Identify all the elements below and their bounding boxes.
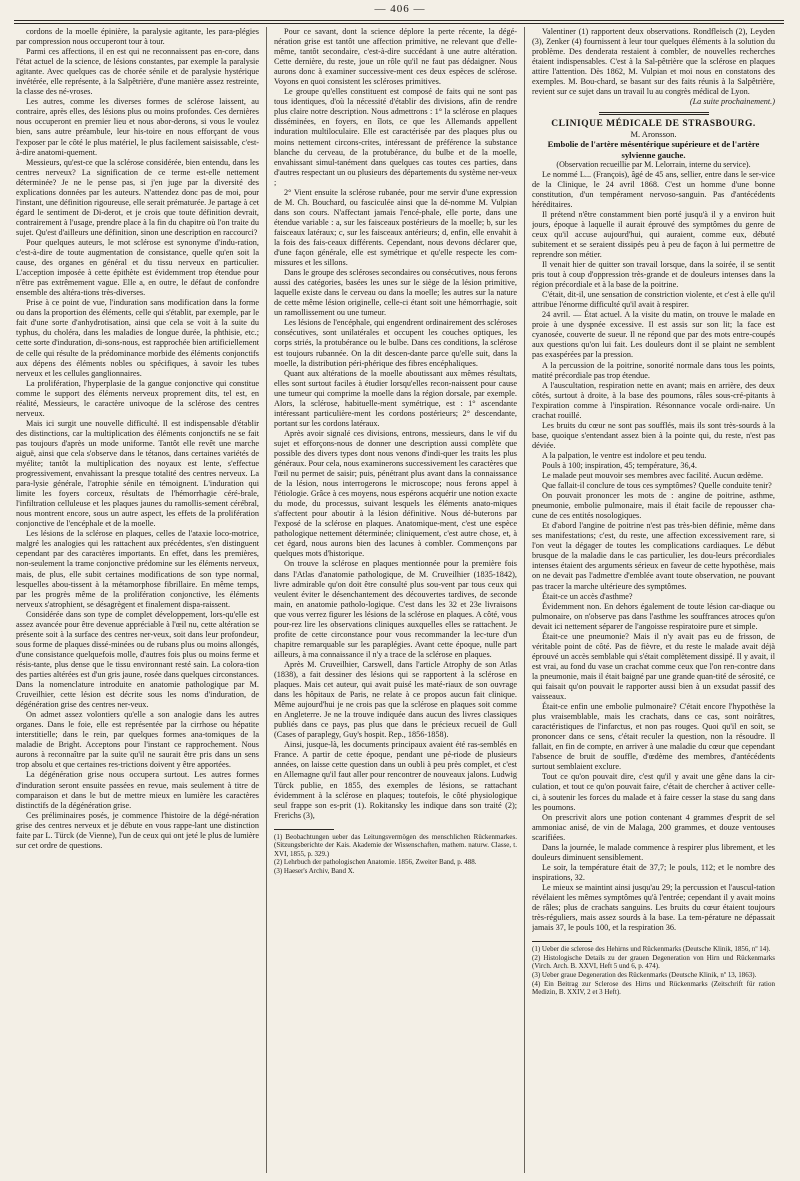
- paragraph: Les lésions de la sclérose en plaques, celles de l'ataxie loco-motrice, malgré les analogies qui les rattachent aux précédentes, s'en distinguent cependant par des caractères importants. En effet, dans les premières, non-seulement la trame conjonctive prédomine sur les éléments nerveux, mais, de plus, elle subit certaines modifications de son type normal, lesquelles abou-tissent à la métamorphose fibrillaire. En même temps, par les progrès même de la prolifération conjonctive, les éléments nerveux s'atrophient, se désagrègent et finalement dispa-raissent.: [16, 529, 259, 609]
- paragraph: Évidemment non. En dehors également de toute lésion car-diaque ou pulmonaire, on n'observe pas dans l'asthme les souffrances atroces qu'on devait ici nettement séparer de l'angoisse respiratoire pure et simple.: [532, 601, 775, 631]
- column-right-footnotes: [532, 945, 775, 997]
- paragraph: Le soir, la température était de 37,7; le pouls, 112; et le nombre des inspirations, 32.: [532, 862, 775, 882]
- paragraph: Le malade peut mouvoir ses membres avec facilité. Aucun œdème.: [542, 471, 764, 481]
- paragraph: On admet assez volontiers qu'elle a son analogie dans les autres organes. Dans le foie, elle est représentée par la cirrhose ou hépatite interstitielle; dans le rein, par quelques formes ana-tomiques de la maladie de Bright. Acceptons pour l'instant ce rapprochement. Nous aurons à reconnaître par la suite qu'il ne saurait être pris dans un sens trop absolu et que certaines res-trictions doivent y être apportées.: [16, 710, 259, 770]
- paragraph: C'était, dit-il, une sensation de constriction violente, et c'est à elle qu'il attribue l'énorme difficulté qu'il avait à respirer.: [532, 290, 775, 310]
- footnote: (3) Haeser's Archiv, Band X.: [274, 867, 355, 876]
- paragraph: Le groupe qu'elles constituent est composé de faits qui ne sont pas tous identiques, d'où la nécessité d'établir des divisions, afin de rendre plus claire notre description. Nous admettrons : 1° la sclérose en plaques disséminées, en foyers, en îlots, ce que les Allemands appellent induration multiloculaire. Elle est caractérisée par des plaques plus ou moins nettement circons-crites, intéressant de préférence la substance blanche du cerveau, de la protubérance, du bulbe et de la moelle, envahissant simul-tanément dans quelques cas toutes ces parties, dans d'autres respectant un ou plusieurs des départements du système ner-veux ;: [274, 87, 517, 187]
- paragraph: A l'auscultation, respiration nette en avant; mais en arrière, des deux côtés, surtout à droite, à la base des poumons, râles sous-cré-pitants à l'expiration comme à l'inspiration. Résonnance vocale ordi-naire. Un crachat rouillé.: [532, 380, 775, 420]
- paragraph: Pouls à 100; inspiration, 45; température, 36,4.: [542, 460, 697, 470]
- column-middle-footnotes: [274, 833, 517, 876]
- paragraph: Les bruits du cœur ne sont pas soufflés, mais ils sont très-sourds à la base, quoique s'entendant assez bien à la pointe qui, du reste, n'est pas déviée.: [532, 420, 775, 450]
- section-separator: [599, 112, 709, 115]
- paragraph: Parmi ces affections, il en est qui ne reconnaissent pas en-core, dans l'état actuel de la science, de lésions constantes, par exemple la paralysie agitante. Avec quelques cas de chorée sénile et de paralysie hystérique invétérée, elle représente, à la Salpêtrière, d'une manière assez restreinte, la classe des né-vroses.: [16, 47, 259, 97]
- paragraph: Était-ce une pneumonie? Mais il n'y avait pas eu de frisson, de véritable point de côté. Pas de fièvre, et du reste le malade avait déjà éprouvé un accès semblable qui s'était complètement dissipé. Il y avait, il est vrai, au fond du vase un crachat comme ceux que l'on ren-contre dans la pneumonie, mais il était baigné par une grande quan-tité de sérosité, ce qui faisait qu'on pouvait le rapporter aussi bien à un exsudat passif des vaisseaux.: [532, 631, 775, 702]
- footnote: (1) Ueber die sclerose des Hehirns und Rückenmarks (Deutsche Klinik, 1856, nº 14).: [532, 945, 771, 954]
- footnote-rule: [532, 941, 592, 942]
- column-right-intro-text: [532, 27, 775, 97]
- paragraph: A la palpation, le ventre est indolore et peu tendu.: [542, 450, 707, 460]
- paragraph: Tout ce qu'on pouvait dire, c'est qu'il y avait une gêne dans la cir-culation, et tout ce qu'on pouvait faire, c'était de chercher à activer celle-ci, à soutenir les forces du malade et à faire cesser la stase du sang dans les poumons.: [532, 772, 775, 812]
- observation-note: (Observation recueillie par M. Lelorrain, interne du service).: [556, 159, 751, 169]
- paragraph: Quant aux altérations de la moelle aboutissant aux mêmes résultats, elles sont surtout faciles à étudier lorsqu'elles recon-naissent pour cause une tumeur qui comprime la moelle dans la région dorsale, par exemple. Alors, la sclérose, habituelle-ment symétrique, est : 1° ascendante intéressant particulière-ment les cordons postérieurs; 2° descendante, portant sur les cordons latéraux.: [274, 368, 517, 428]
- section-author: M. Aronsson.: [630, 129, 677, 140]
- paragraph: Les lésions de l'encéphale, qui engendrent ordinairement des scléroses consécutives, sont unilatérales et occupent les couches optiques, les corps striés, la protubérance ou le bulbe. Dans ces conditions, la sclérose est toujours rubannée. On la dit descen-dante parce qu'elle suit, dans la moelle, la distribution péri-phérique des fibres encéphaliques.: [274, 318, 517, 368]
- paragraph: Après M. Cruveilhier, Carswell, dans l'article Atrophy de son Atlas (1838), a fait dessiner des lésions qui se rapportent à la sclérose en plaques. Mais cet auteur, qui avait puisé les maté-riaux de son ouvrage dans les hôpitaux de Paris, ne relate à ce propos aucun fait clinique. Même aujourd'hui je ne crois pas que la sclérose en plaques soit comme en Angleterre. Je ne la trouve indiquée dans aucun des livres classiques publiés dans ce pays, pas plus que dans le précieux recueil de Gull (Cases of paraplegy, Guy's hospit. Rep., 1856-1858).: [274, 659, 517, 740]
- footnote: (3) Ueber graue Degeneration des Rückenmarks (Deutsche Klinik, nº 13, 1863).: [532, 970, 757, 979]
- paragraph: Était-ce enfin une embolie pulmonaire? C'était encore l'hypothèse la plus vraisemblable, mais les crachats, dans ce cas, sont noirâtres, caractéristiques de l'infarctus, et non pas rouges. Quoi qu'il en soit, se prononcer dans ce sens, c'était reculer la question, non la résoudre. Il fallait, en fin de compte, en arriver à une maladie du cœur que cependant l'absence de bruit de souffle, d'œdème des membres, d'antécédents surtout semblaient exclure.: [532, 702, 775, 772]
- continued-note: (La suite prochainement.): [689, 97, 775, 107]
- column-right-text: [532, 170, 775, 934]
- paragraph: Les autres, comme les diverses formes de sclérose laissent, au contraire, après elles, des lésions plus ou moins profondes. Ces dernières nous occuperont en premier lieu et nous abor-derons, si vous le voulez bien, sans autre préambule, leur his-toire en nous efforçant de vous l'exposer par le côté le plus matériel, le plus facilement saisissable, c'est-à-dire anatomi-quement.: [16, 97, 259, 157]
- header-rule: [14, 20, 784, 24]
- paragraph: Ainsi, jusque-là, les documents principaux avaient été ras-semblés en France. A partir de cette époque, pendant une pé-riode de plusieurs années, on laisse cette question dans un oubli à peu près complet, et c'est en Allemagne qu'il faut aller pour rencontrer de nouveaux jalons. Ludwig Türck publie, en 1855, des exemples de lésions, se rattachant évidemment à la sclérose en plaques; toutefois, le côté physiologique seul frappe son es-prit (1). Rokitansky les indique dans son traité (2); Frerichs (3),: [274, 740, 517, 820]
- paragraph: La prolifération, l'hyperplasie de la gangue conjonctive qui constitue comme le support des éléments nerveux proprement dits, tel est, en réalité, Messieurs, le caractère univoque de la sclérose des centres nerveux.: [16, 378, 259, 418]
- paragraph: Mais ici surgit une nouvelle difficulté. Il est indispensable d'établir des distinctions, car la multiplication des éléments conjonctifs ne se fait pas toujours d'après un mode uniforme. Tantôt elle revêt une marche aiguë, ainsi que cela s'observe dans le tétanos, dans certaines variétés de myélite; tantôt la multiplication des noyaux est lente, s'effectue progressivement, envahissant la presque totalité des centres nerveux. La para-lysie générale, l'atrophie sénile en témoignent. L'induration qui limite les foyers corceux, résultats de l'hémorrhagie céré-brale, l'infiltration celluleuse et les plaques jaunes du ramollis-sement cérébral, nous montrent encore, sous un autre aspect, les effets de la prolifération conjonctive de l'encéphale et de la moelle.: [16, 418, 259, 529]
- paragraph: Était-ce un accès d'asthme?: [542, 591, 633, 601]
- paragraph: Après avoir signalé ces divisions, entrons, messieurs, dans le vif du sujet et efforçons-nous de donner une description aussi complète que possible des divers types dont nous venons d'indi-quer les traits les plus généraux. Pour cela, nous examinerons successivement les caractères que l'œil nu permet de saisir; puis, pénétrant plus avant dans la connaissance de la lésion, nous interrogerons le microscope; nous ferons appel à l'étiologie. Grâce à ces moyens, nous espérons acquérir une notion exacte du mode, du processus, suivant lesquels les éléments anato-miques s'affectent pour aboutir à la lésion définitive. Nous dé-buterons par l'exposé de la sclérose en plaques. Anatomique-ment, c'est une espèce pathologique nettement déterminée; cliniquement, c'est autre chose, et, à cet égard, nous aurons bien des lacunes à combler. Commençons par quelques mots d'historique.: [274, 428, 517, 559]
- column-divider: [266, 27, 267, 1173]
- paragraph: On pouvait prononcer les mots de : angine de poitrine, asthme, pneumonie, embolie pulmonaire, mais il était facile de repousser cha-cune de ces entités nosologiques.: [532, 491, 775, 521]
- paragraph: Dans la journée, le malade commence à respirer plus librement, et les douleurs diminuent sensiblement.: [532, 842, 775, 862]
- paragraph: Messieurs, qu'est-ce que la sclérose considérée, bien entendu, dans les centres nerveux? La signification de ce terme est-elle nettement déterminée? Je ne le pense pas, si j'en juge par la diversité des explications données par les auteurs. N'attendez donc pas de moi, pour l'instant, une définition rigoureuse, elle serait prématurée. Je partage à cet égard le sentiment de Di-derot, et je crois que toute définition devrait, contrairement à l'usage, prendre place à la fin du chapitre où l'on traite du sujet. Qu'est d'ailleurs une définition, sinon une description en raccourci?: [16, 157, 259, 237]
- footnote: (4) Ein Beitrag zur Sclerose des Hirns und Rückenmarks (Zeitschrift für ration Medizin, B. XXIV, 2 et 3 Heft).: [532, 979, 775, 997]
- paragraph: On trouve la sclérose en plaques mentionnée pour la première fois dans l'Atlas d'anatomie pathologique, de M. Cruveilhier (1835-1842), livre admirable qu'on doit être consulté plus sou-vent par tous ceux qui veulent éviter le désenchantement des découvertes tardives, de seconde main, en anatomie patholo-logique. C'est dans les 32 et 23e livraisons que vous verrez figurer les lésions de la sclérose en plaques. A côté, vous pour-rez lire les observations cliniques auxquelles elles se rattachent. Je profite de cette circonstance pour vous recommander la lec-ture d'un chapitre remarquable sur les paraplégies. Avant cette époque, nulle part ailleurs, à ma connaissance il n'y a trace de la sclérose en plaques.: [274, 559, 517, 659]
- paragraph: Pour quelques auteurs, le mot sclérose est synonyme d'indu-ration, c'est-à-dire de toute augmentation de consistance, quelle qu'en soit la cause, des organes en général et du tissu nerveux en particulier. L'acception imposée à cette épithète est évidemment trop étendue pour n'être pas extrêmement vague. Elle a, en outre, le défaut de confondre ensemble des altéra-tions très-diverses.: [16, 237, 259, 298]
- paragraph: La dégénération grise nous occupera surtout. Les autres formes d'induration seront ensuite passées en revue, mais seulement à titre de comparaison et dans le but de mettre mieux en lumière les caractères distinctifs de la dégénération grise.: [16, 770, 259, 810]
- footnote: (2) Histologische Details zu der grauen Degeneration von Hirn und Rückenmarks (Virch. Arch. B. XXVI, Heft 5 und 6, p. 474).: [532, 953, 775, 971]
- column-middle: [274, 27, 517, 1175]
- paragraph: A la percussion de la poitrine, sonorité normale dans tous les points, matité précordiale pas trop étendue.: [532, 360, 775, 380]
- paragraph: Considérée dans son type de complet développement, lors-qu'elle est assez avancée pour être devenue appréciable à l'œil nu, cette altération se présente soit à la surface des centres ner-veux, soit dans leur profondeur, sous forme de plaques dissé-minées ou de rubans plus ou moins allongés, d'une consistance quelquefois molle, d'autres fois plus ou moins ferme et résis-tante, plus dense que le tissu environnant resté sain. La colora-tion des parties altérées est d'un gris jaune, rosée dans quelques circonstances. Dans la nomenclature introduite en anatomie pathologique par M. Cruveilhier, cette lésion est décrite sous les noms d'induration, de dégénération grise des centres ner-veux.: [16, 609, 259, 710]
- paragraph: Ces préliminaires posés, je commence l'histoire de la dégé-nération grise des centres nerveux et je débute en vous rappe-lant une distinction faite par L. Türck (de Vienne), l'un de ceux qui ont jeté le plus de lumière sur cet ordre de questions.: [16, 810, 259, 850]
- section-title: CLINIQUE MÉDICALE DE STRASBOURG.: [551, 119, 756, 130]
- paragraph: cordons de la moelle épinière, la paralysie agitante, les para-plégies par compression nous occuperont tour à tour.: [16, 27, 259, 47]
- paragraph: Il venait hier de quitter son travail lorsque, dans la soirée, il se sentit pris tout à coup d'oppression très-grande et de douleurs intenses dans la région précordiale et à la base de la poitrine.: [532, 260, 775, 290]
- paragraph: Le nommé L... (François), âgé de 45 ans, sellier, entre dans le ser-vice de la Clinique, le 24 avril 1868. C'est un homme d'une bonne constitution, d'un tempérament nervoso-sanguin. Pas d'antécédents héréditaires.: [532, 169, 775, 209]
- column-right: [532, 27, 775, 1175]
- paragraph: 24 avril. — État actuel. A la visite du matin, on trouve le malade en proie à une dyspnée excessive. Il est assis sur son lit; la face est cyanosée, couverte de sueur. Il ne répond que par des mots entre-coupés aux questions qu'on lui fait. Les douleurs dont il se plaint ne semblent pas exaspérées par la pression.: [532, 310, 775, 360]
- footnote-rule: [274, 829, 334, 830]
- footnote: (1) Beobachtungen ueber das Leitungsvermögen des menschlichen Rückenmarkes. (Sitzungsberichte der Kais. Akademie der Wissenschaften, mathem. naturw. Classe, t. XVI, 1855, p. 329.): [274, 832, 517, 858]
- paragraph: 2° Vient ensuite la sclérose rubanée, pour me servir d'une expression de M. Ch. Bouchard, ou fasciculée ainsi que la dé-nomme M. Vulpian dans son cours. N'affectant jamais l'encé-phale, elle porte, dans une étendue variable : a, sur les faisceaux postérieurs de la moelle; b, sur les faisceaux latéraux; c, sur les faisceaux antérieurs; d, enfin, elle envahit à la fois des fais-ceaux différents. Cependant, nous devons déclarer que, d'une façon générale, elle est symétrique et qu'elle respecte les com-missures et les sillons.: [274, 187, 517, 268]
- column-left-text: [16, 27, 259, 851]
- paragraph: Et d'abord l'angine de poitrine n'est pas très-bien définie, même dans ses manifestations; c'est, du reste, une affection excessivement rare, si l'on veut la dégager de toutes les complications cardiaques. Le début brusque de la maladie dans le cas particulier, les dou-leurs précordiales intenses étaient des arguments sérieux en faveur de cette hypothèse, mais on ne devait pas l'admettre d'emblée avant toute observation, ne pouvant pas tracer la marche ultérieure des symptômes.: [532, 521, 775, 591]
- paragraph: Que fallait-il conclure de tous ces symptômes? Quelle conduite tenir?: [542, 481, 772, 491]
- footnote: (2) Lehrbuch der pathologischen Anatomie. 1856, Zweiter Band, p. 488.: [274, 858, 477, 867]
- article-title: Embolie de l'artère mésentérique supérieure et de l'artère sylvienne gauche.: [547, 139, 760, 160]
- paragraph: Pour ce savant, dont la science déplore la perte récente, la dégé-nération grise est tantôt une affection primitive, ne relevant que d'elle-même, tantôt secondaire, c'est-à-dire succédant à une autre altération. Cette dernière, du reste, joue un rôle qu'il ne faut pas dédaigner. Nous aurons donc à examiner successive-ment ces deux espèces de sclérose. Voyons en quoi consistent les scléroses primitives.: [274, 27, 517, 87]
- paragraph: Valentiner (1) rapportent deux observations. Rondfleisch (2), Leyden (3), Zenker (4) fournissent à leur tour quelques éléments à la solution du problème. Des denderata restaient à combler, de nouvelles recherches étaient indispensables. C'est à la Sal-pêtrière que la sclérose en plaques attire l'attention. Dès 1862, M. Vulpian et moi nous en constatons des exemples. M. Bou-chard, se basant sur des faits réunis à la Salpêtrière, revient sur ce sujet dans un travail lu au congrès médical de Lyon.: [532, 27, 775, 97]
- paragraph: Dans le groupe des scléroses secondaires ou consécutives, nous ferons aussi des catégories, basées les unes sur le siège de la lésion primitive, laquelle existe dans le cerveau ou dans la moelle; les autres sur la nature de cette même lésion originelle, celle-ci étant soit une hémorrhagie, soit un ramollissement ou une tumeur.: [274, 268, 517, 318]
- column-middle-text: [274, 27, 517, 821]
- paragraph: On prescrivit alors une potion contenant 4 grammes d'esprit de sel ammoniac anisé, de vin de Malaga, 200 grammes, et douze ventouses scarifiées.: [532, 812, 775, 842]
- paragraph: Il prétend n'être constamment bien porté jusqu'à il y a environ huit jours, époque à laquelle il aurait éprouvé des symptômes du genre de ceux qu'il accuse aujourd'hui, qui auraient, comme eux, débuté subitement et se seraient dissipés peu à peu de façon à lui permettre de reprendre son métier.: [532, 209, 775, 259]
- paragraph: Prise à ce point de vue, l'induration sans modification dans la forme ou dans la proportion des éléments, celle qui s'établit, par exemple, par le fait d'une sorte d'anhydrotisation, ainsi que cela se voit à la suite du typhus, du choléra, dans les maladies de longue durée, la phthisie, etc.; cette sorte d'induration, di-sons-nous, est rapprochée bien artificiellement de celle qui résulte de la prédominance morbide des éléments conjonctifs aux dépens des éléments nobles ou spécifiques, à savoir les tubes nerveux et les cellules ganglionnaires.: [16, 298, 259, 378]
- page-number: — 406 —: [374, 3, 426, 15]
- column-left: [16, 27, 259, 1175]
- column-divider: [524, 27, 525, 1173]
- paragraph: Le mieux se maintint ainsi jusqu'au 29; la percussion et l'auscul-tation révélaient les mêmes symptômes qu'à l'entrée; cependant il y avait moins de râles; plus de crachats sanguins. Les bruits du cœur étaient toujours très-réguliers, mais assez sourds à la base. La tem-pérature ne dépassait jamais 37, le pouls 100, et la respiration 36.: [532, 882, 775, 933]
